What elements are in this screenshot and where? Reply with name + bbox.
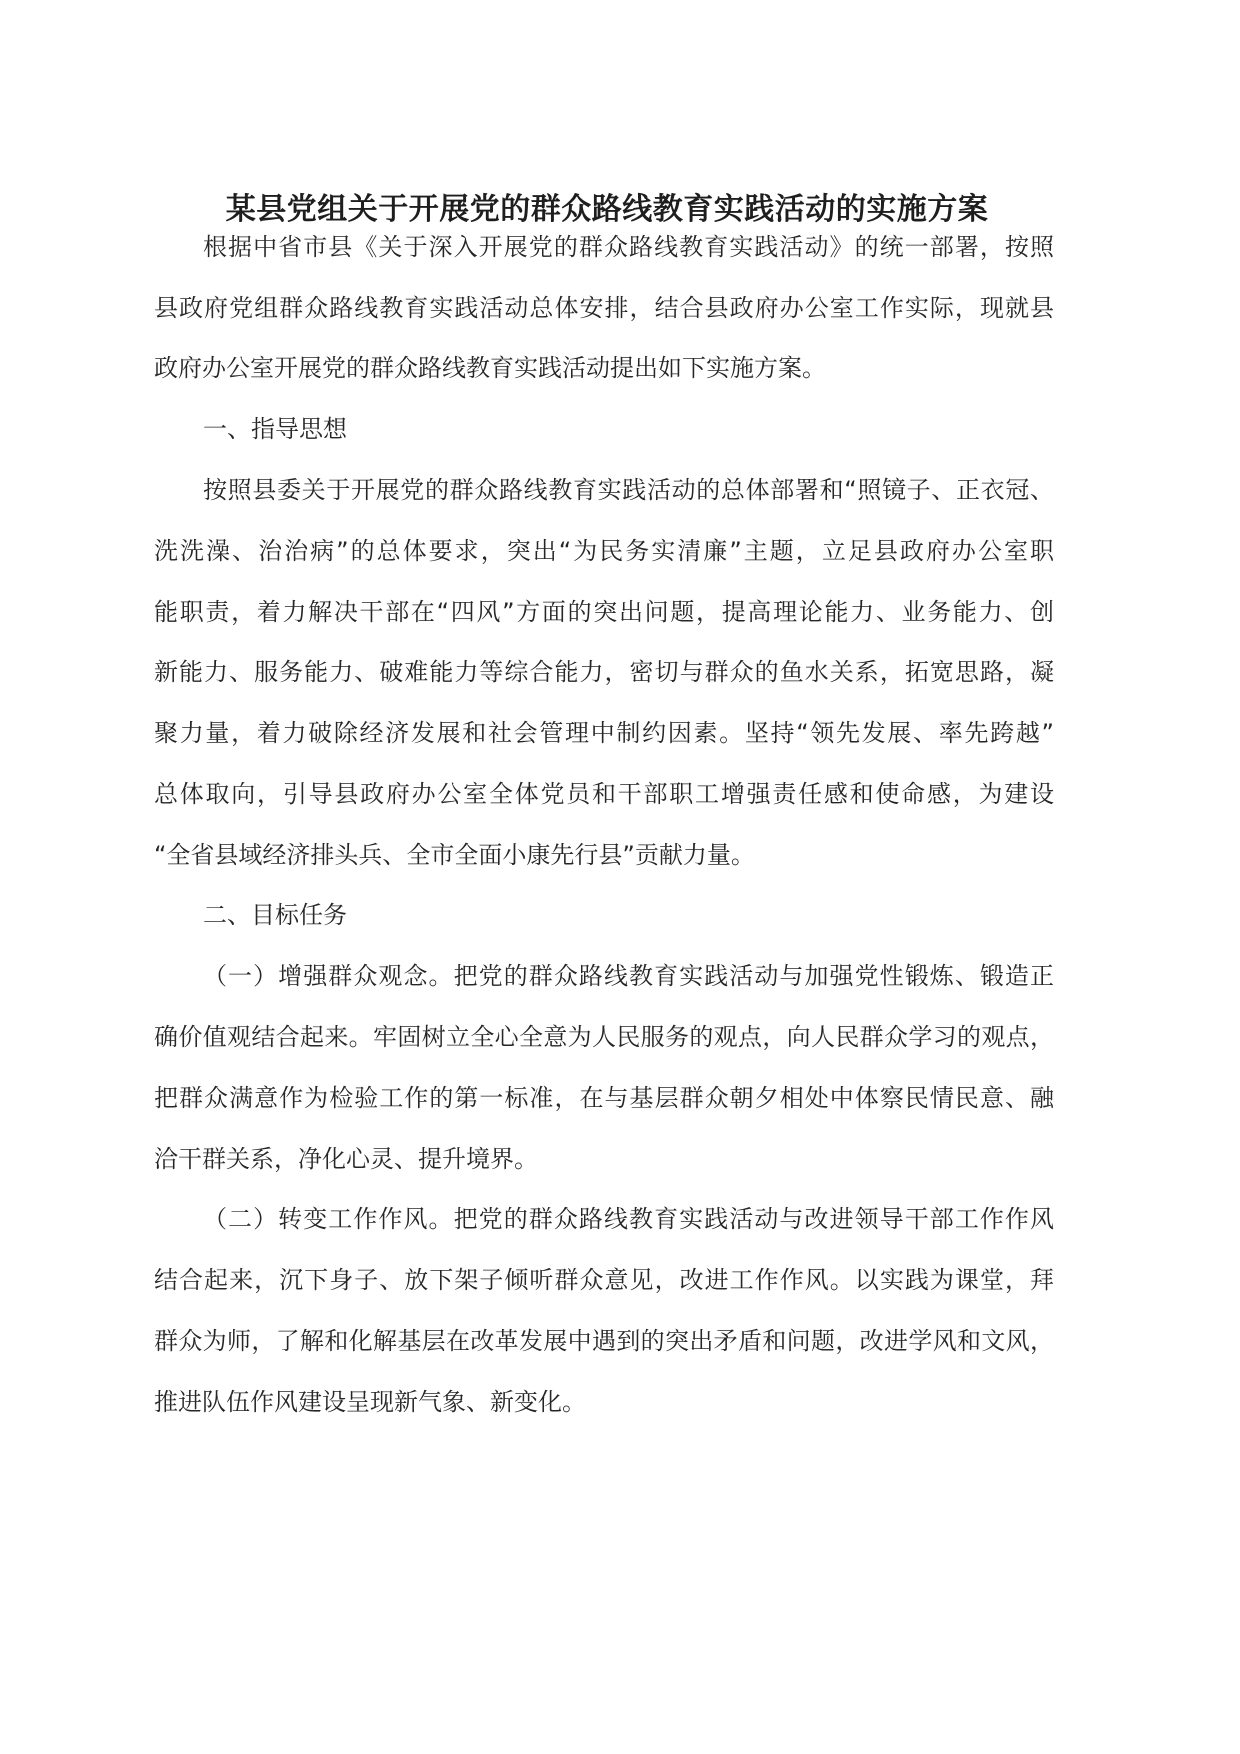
paragraph-line: 聚力量，着力破除经济发展和社会管理中制约因素。坚持“领先发展、率先跨越” xyxy=(154,719,1054,747)
section-heading-guiding-ideology: 一、指导思想 xyxy=(203,415,347,443)
paragraph-line: 政府办公室开展党的群众路线教育实践活动提出如下实施方案。 xyxy=(154,354,826,382)
paragraph-line: 洽干群关系，净化心灵、提升境界。 xyxy=(154,1145,538,1173)
paragraph-line: 洗洗澡、治治病”的总体要求，突出“为民务实清廉”主题，立足县政府办公室职 xyxy=(154,537,1054,565)
paragraph-line: “全省县域经济排头兵、全市全面小康先行县”贡献力量。 xyxy=(154,841,755,869)
paragraph-line: 能职责，着力解决干部在“四风”方面的突出问题，提高理论能力、业务能力、创 xyxy=(154,598,1054,626)
paragraph-line: 推进队伍作风建设呈现新气象、新变化。 xyxy=(154,1388,586,1416)
paragraph-line: 新能力、服务能力、破难能力等综合能力，密切与群众的鱼水关系，拓宽思路，凝 xyxy=(154,658,1054,686)
paragraph-line: 总体取向，引导县政府办公室全体党员和干部职工增强责任感和使命感，为建设 xyxy=(154,780,1054,808)
paragraph-line: 根据中省市县《关于深入开展党的群众路线教育实践活动》的统一部署，按照 xyxy=(203,233,1054,261)
paragraph-line: （二）转变工作作风。把党的群众路线教育实践活动与改进领导干部工作作风 xyxy=(203,1205,1054,1233)
paragraph-line: 把群众满意作为检验工作的第一标准，在与基层群众朝夕相处中体察民情民意、融 xyxy=(154,1084,1054,1112)
paragraph-line: （一）增强群众观念。把党的群众路线教育实践活动与加强党性锻炼、锻造正 xyxy=(203,962,1054,990)
paragraph-line: 确价值观结合起来。牢固树立全心全意为人民服务的观点，向人民群众学习的观点， xyxy=(154,1023,1054,1051)
paragraph-line: 群众为师，了解和化解基层在改革发展中遇到的突出矛盾和问题，改进学风和文风， xyxy=(154,1327,1054,1355)
paragraph-line: 县政府党组群众路线教育实践活动总体安排，结合县政府办公室工作实际，现就县 xyxy=(154,294,1054,322)
paragraph-line: 结合起来，沉下身子、放下架子倾听群众意见，改进工作作风。以实践为课堂，拜 xyxy=(154,1266,1054,1294)
paragraph-line: 按照县委关于开展党的群众路线教育实践活动的总体部署和“照镜子、正衣冠、 xyxy=(203,476,1054,504)
document-title: 某县党组关于开展党的群众路线教育实践活动的实施方案 xyxy=(225,192,989,227)
section-heading-goals-tasks: 二、目标任务 xyxy=(203,901,347,929)
